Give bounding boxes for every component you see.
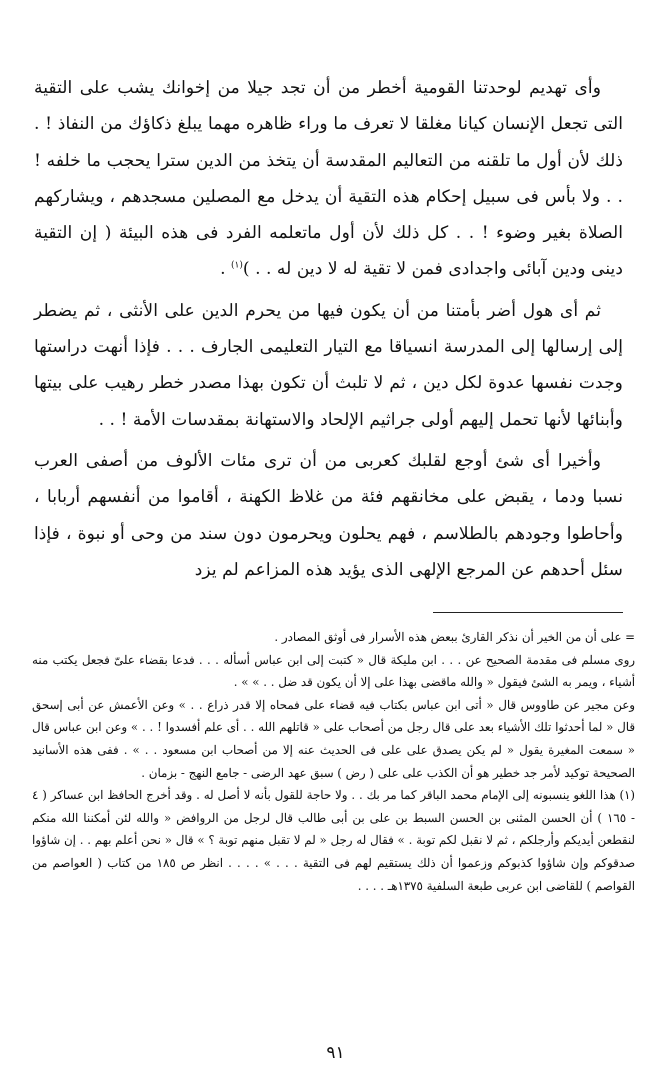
footnote-item: روى مسلم فى مقدمة الصحيح عن . . . ابن مليكة قال « كتبت إلى ابن عباس أسأله . . . فدعا بقضاء علىّ فجعل يكتب منه أشياء ، ويمر به الشئ فيقول « والله ماقضى بهذا على إلا أن يكون قد ضل . . » » . bbox=[32, 652, 635, 690]
page-number: ٩١ bbox=[326, 1043, 345, 1063]
footnote-continuation: = على أن من الخير أن نذكر القارئ ببعض هذه الأسرار فى أوثق المصادر . bbox=[274, 630, 635, 644]
footnote-marker: (١) bbox=[231, 260, 243, 271]
main-text-block bbox=[34, 70, 623, 588]
footnote-separator bbox=[433, 612, 623, 613]
paragraph: وأى تهديم لوحدتنا القومية أخطر من أن تجد جيلا من إخوانك يشب على التقية التى تجعل الإنسان كيانا مغلقا لا تعرف ما وراء ظاهره مهما يبلغ ذكاؤك من النفاذ ! . ذلك لأن أول ما تلقنه من التعاليم المقدسة أن يتخذ من الدين سترا يحجب ما خلفه ! . . ولا بأس فى سبيل إحكام هذه التقية أن يدخل مع المصلين مسجدهم ، ويشاركهم الصلاة بغير وضوء ! . . كل ذلك لأن أول ماتعلمه الفرد فى هذه البيئة ( إن التقية دينى ودين آبائى واجدادى فمن لا تقية له لا دين له . . )$^{(١)}$ . bbox=[34, 78, 623, 280]
footnotes-block bbox=[32, 626, 635, 897]
footnote-item: (١) هذا اللغو ينسبونه إلى الإمام محمد الباقر كما مر بك . . ولا حاجة للقول بأنه لا أصل له . وقد أخرج الحافظ ابن عساكر ( ٤ - ١٦٥ ) أن الحسن المثنى بن الحسن السبط بن على بن أبى طالب قال لرجل من الروافض « والله لئن أمكننا الله منكم لنقطعن أيديكم وأرجلكم ، ثم لا نقبل لكم توبة . » فقال له رجل « لم لا تقبل منهم توبة ؟ » قال « نحن أعلم بهم . . إن شاؤوا صدقوكم وإن شاؤوا كذبوكم وزعموا أن ذلك يستقيم لهم فى التقية . . . » . . . . انظر ص ١٨٥ من كتاب ( العواصم من القواصم ) للقاضى ابن عربى طبعة السلفية ١٣٧٥هـ . . . . bbox=[32, 788, 635, 893]
paragraph: ثم أى هول أضر بأمتنا من أن يكون فيها من يحرم الدين على الأنثى ، ثم يضطر إلى إرسالها إلى المدرسة انسياقا مع التيار التعليمى الجارف . . . فإذا أنهت دراستها وجدت نفسها عدوة لكل دين ، ثم لا تلبث أن تكون بهذا مصدر خطر رهيب على بيتها وأبنائها لأنها تحمل إليهم أولى جراثيم الإلحاد والاستهانة بمقدسات الأمة ! . . bbox=[34, 300, 623, 430]
closing-dot: . bbox=[220, 259, 226, 280]
footnote-item: وعن مجير عن طاووس قال « أتى ابن عباس بكتاب فيه قضاء على فمحاه إلا قدر ذراع . . » وعن الأعمش عن أبى إسحق قال « لما أحدثوا تلك الأشياء بعد على قال رجل من أصحاب على « قاتلهم الله . . أى علم أفسدوا ! . . » وعن ابن عباس قال « سمعت المغيرة يقول « لم يكن يصدق على على فى الحديث عنه إلا من أصحاب ابن مسعود . . » . ففى هذه الأسانيد الصحيحة توكيد لأمر جد خطير هو أن الكذب على على ( رض ) سبق عهد الرضى - جامع النهج - بزمان . bbox=[32, 697, 635, 780]
paragraph: وأخيرا أى شئ أوجع لقلبك كعربى من أن ترى مئات الألوف من أصفى العرب نسبا ودما ، يقبض على مخانقهم فئة من غلاظ الكهنة ، أقاموا من أنفسهم أربابا ، وأحاطوا وجودهم بالطلاسم ، فهم يحلون ويحرمون دون سند من وحى أو نبوة ، فإذا سئل أحدهم عن المرجع الإلهى الذى يؤيد هذه المزاعم لم يزد bbox=[34, 450, 623, 580]
